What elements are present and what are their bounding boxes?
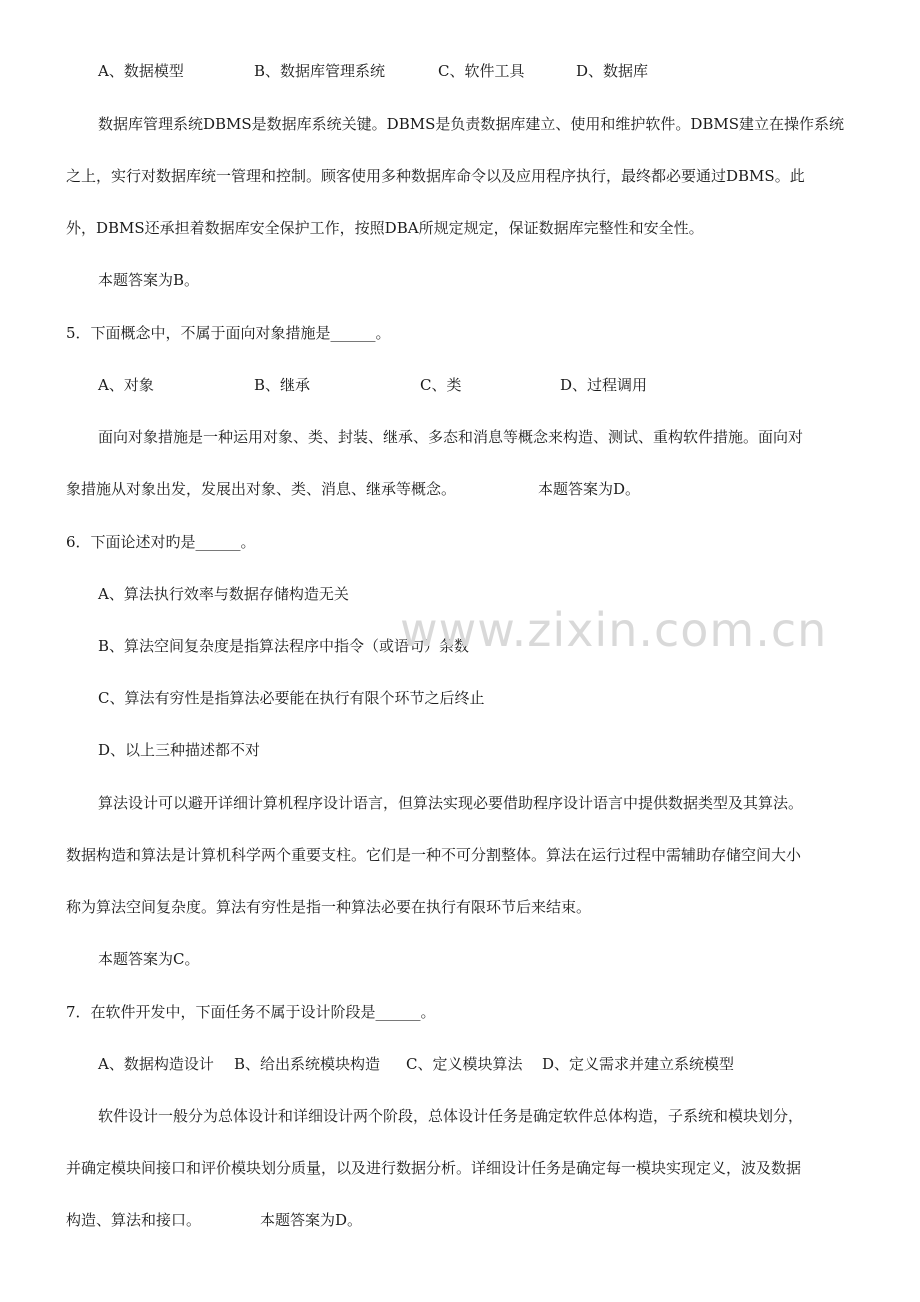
q6-option-d: D、以上三种描述都不对 <box>98 741 261 759</box>
q7-option-b: B、给出系统模块构造 <box>234 1055 381 1073</box>
q6-explanation-line-1: 算法设计可以避开详细计算机程序设计语言，但算法实现必要借助程序设计语言中提供数据类型及其算法。 <box>98 794 804 812</box>
q5-question: 5．下面概念中，不属于面向对象措施是______。 <box>66 324 391 342</box>
q7-question: 7．在软件开发中，下面任务不属于设计阶段是______。 <box>66 1003 436 1021</box>
q5-option-d: D、过程调用 <box>560 376 648 394</box>
q5-option-a: A、对象 <box>98 376 154 394</box>
q7-explanation-line-1: 软件设计一般分为总体设计和详细设计两个阶段，总体设计任务是确定软件总体构造，子系统和模块划分， <box>98 1107 804 1125</box>
q6-question: 6．下面论述对旳是______。 <box>66 533 256 551</box>
q7-option-a: A、数据构造设计 <box>98 1055 214 1073</box>
q6-answer: 本题答案为C。 <box>98 950 200 968</box>
watermark: www.zixin.com.cn <box>400 603 828 657</box>
q4-option-c: C、软件工具 <box>438 62 525 80</box>
q6-option-c: C、算法有穷性是指算法必要能在执行有限个环节之后终止 <box>98 689 485 707</box>
q7-option-d: D、定义需求并建立系统模型 <box>542 1055 735 1073</box>
q4-answer: 本题答案为B。 <box>98 271 200 289</box>
q4-option-d: D、数据库 <box>576 62 649 80</box>
q5-answer: 本题答案为D。 <box>538 480 641 498</box>
q5-explanation-line-1: 面向对象措施是一种运用对象、类、封装、继承、多态和消息等概念来构造、测试、重构软件措施。面向对 <box>98 428 804 446</box>
q4-explanation-line-3: 外，DBMS还承担着数据库安全保护工作，按照DBA所规定规定，保证数据库完整性和安全性。 <box>66 219 704 237</box>
q7-answer: 本题答案为D。 <box>260 1211 363 1229</box>
q5-explanation-line-2: 象措施从对象出发，发展出对象、类、消息、继承等概念。 <box>66 480 457 498</box>
q6-explanation-line-3: 称为算法空间复杂度。算法有穷性是指一种算法必要在执行有限环节后来结束。 <box>66 898 592 916</box>
q6-option-b: B、算法空间复杂度是指算法程序中指令（或语句）条数 <box>98 637 470 655</box>
q4-option-a: A、数据模型 <box>98 62 184 80</box>
q4-option-b: B、数据库管理系统 <box>254 62 386 80</box>
q4-explanation-line-2: 之上，实行对数据库统一管理和控制。顾客使用多种数据库命令以及应用程序执行，最终都必要通过DBMS。此 <box>66 167 805 185</box>
q5-option-c: C、类 <box>420 376 462 394</box>
q7-explanation-line-2: 并确定模块间接口和评价模块划分质量，以及进行数据分析。详细设计任务是确定每一模块实现定义，波及数据 <box>66 1159 802 1177</box>
q6-explanation-line-2: 数据构造和算法是计算机科学两个重要支柱。它们是一种不可分割整体。算法在运行过程中需辅助存储空间大小 <box>66 846 802 864</box>
q7-explanation-line-3: 构造、算法和接口。 <box>66 1211 202 1229</box>
q5-option-b: B、继承 <box>254 376 311 394</box>
q4-explanation-line-1: 数据库管理系统DBMS是数据库系统关键。DBMS是负责数据库建立、使用和维护软件。DBMS建立在操作系统 <box>98 115 845 133</box>
q7-option-c: C、定义模块算法 <box>406 1055 523 1073</box>
q6-option-a: A、算法执行效率与数据存储构造无关 <box>98 585 349 603</box>
